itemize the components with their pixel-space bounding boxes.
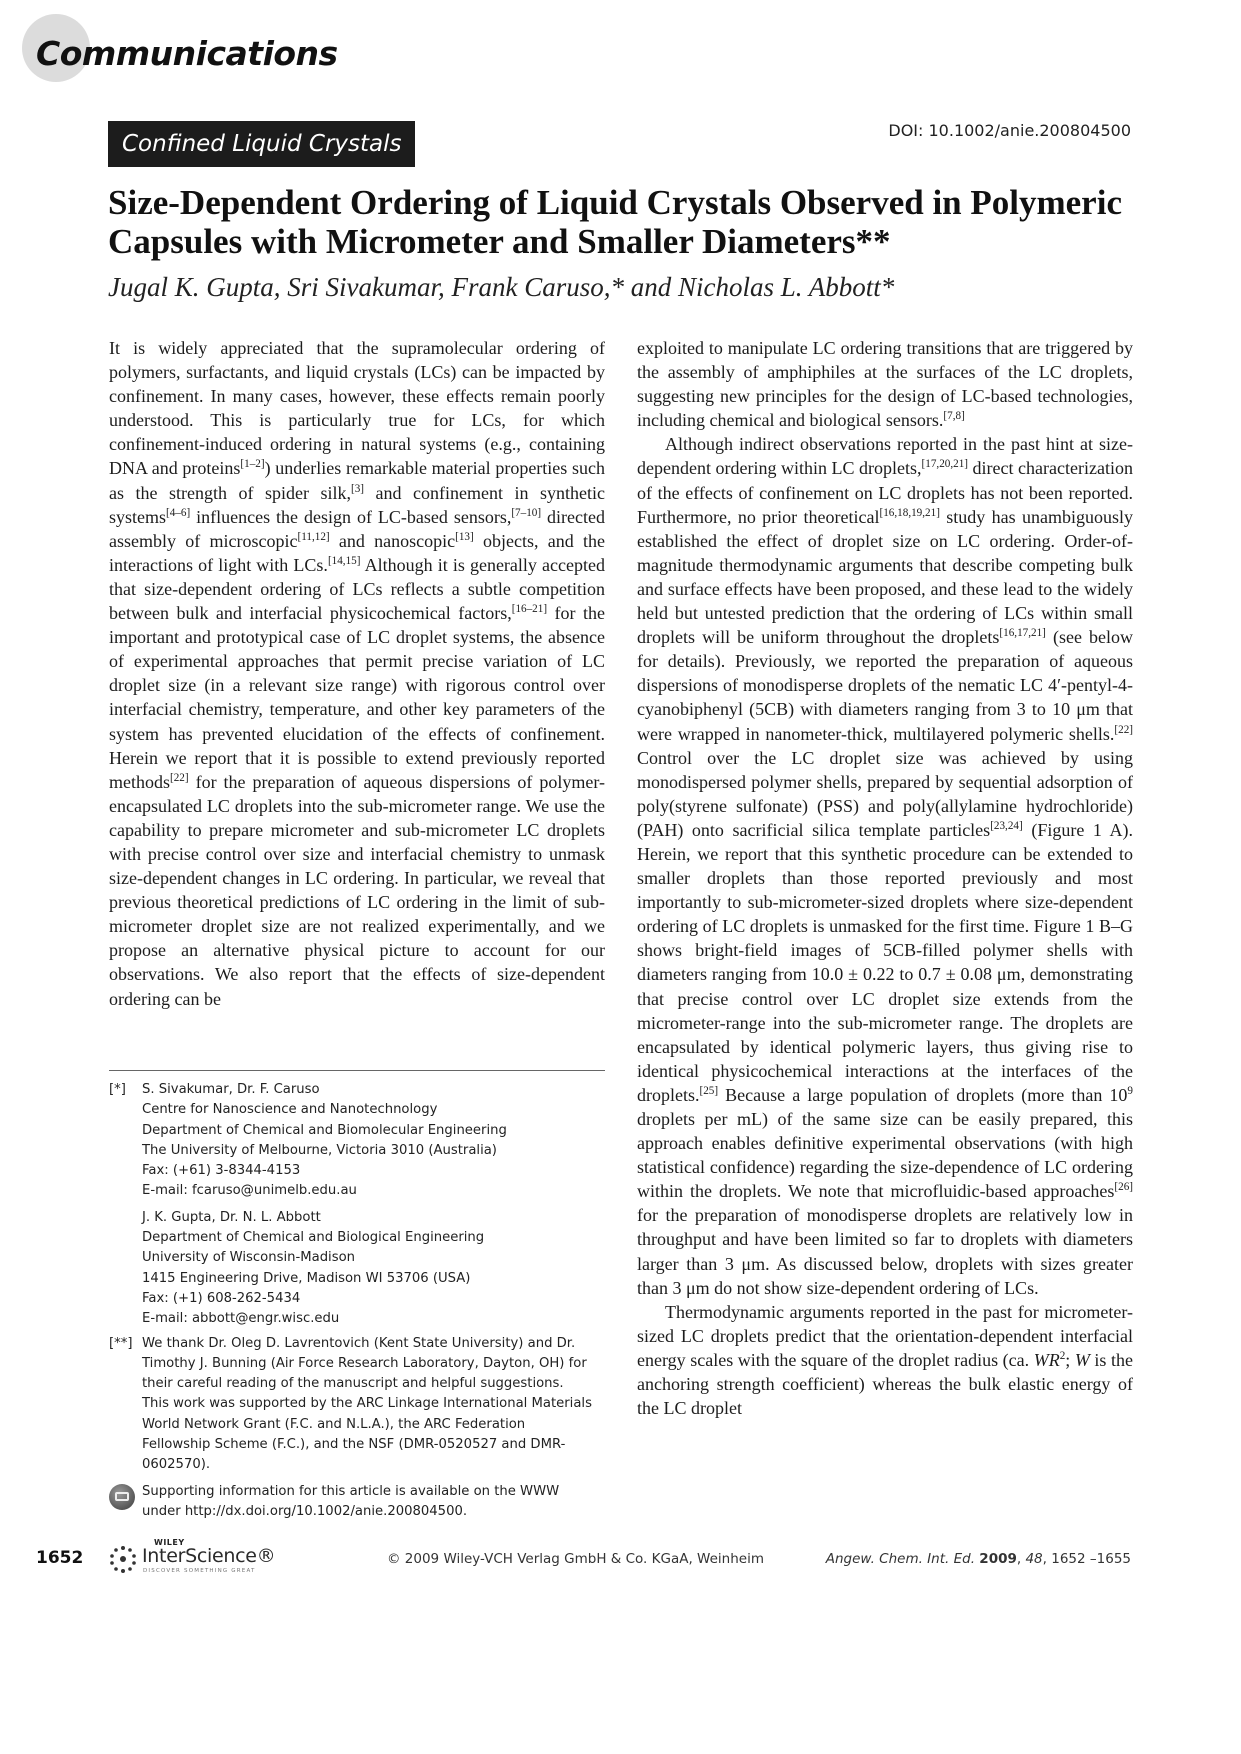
footnote-acknowledgments: [**] We thank Dr. Oleg D. Lavrentovich (Kent State University) and Dr. Timothy J. Bunning (Air Force Research Laboratory, Dayton, OH) for their careful reading of the manuscript and helpful suggestions. This work was supported by the ARC Linkage International Materials World Network Grant (F.C. and N.L.A.), the ARC Federation Fellowship Scheme (F.C.), and the NSF (DMR-0520527 and DMR- 0602570). — [109, 1335, 592, 1473]
footnote-rule — [109, 1070, 605, 1071]
citation[interactable]: [23,24] — [990, 819, 1023, 832]
supporting-info: Supporting information for this article is available on the WWW under http://dx.doi.org/10.1002/anie.200804500. — [109, 1482, 605, 1523]
citation[interactable]: [7–10] — [511, 506, 542, 519]
copyright: © 2009 Wiley-VCH Verlag GmbH & Co. KGaA, Weinheim — [387, 1551, 764, 1567]
citation[interactable]: [4–6] — [166, 506, 191, 519]
citation[interactable]: [16,18,19,21] — [879, 506, 940, 519]
footnotes — [109, 1080, 605, 1522]
citation[interactable]: [26] — [1114, 1181, 1133, 1194]
citation[interactable]: [22] — [170, 771, 189, 784]
interscience-logo-icon — [108, 1544, 138, 1574]
citation[interactable]: [1–2] — [240, 458, 265, 471]
publisher-logo[interactable] — [108, 1538, 298, 1578]
logo-tagline: DISCOVER SOMETHING GREAT — [143, 1568, 256, 1574]
exponent: 9 — [1127, 1084, 1133, 1097]
citation[interactable]: [7,8] — [943, 410, 965, 423]
paragraph: exploited to manipulate LC ordering transitions that are triggered by the assembly of amphiphiles at the surfaces of the LC droplets, suggesting new principles for the design of LC-based technologies, including chemical and biological sensors.[7,8] — [637, 338, 1133, 431]
footnote-affiliations: [*] S. Sivakumar, Dr. F. Caruso Centre for Nanoscience and Nanotechnology Department of Chemical and Biomolecular Engineering The University of Melbourne, Victoria 3010 (Australia) Fax: (+61) 3-8344-4153 E-mail: fcaruso@unimelb.edu.au J. K. Gupta, Dr. N. L. Abbott Department of Chemical and Biological Engineering University of Wisconsin-Madison 1415 Engineering Drive, Madison WI 53706 (USA) Fax: (+1) 608-262-5434 E-mail: abbott@engr.wisc.edu — [109, 1080, 605, 1330]
body-column-left — [109, 336, 605, 1011]
email-link[interactable]: E-mail: abbott@engr.wisc.edu — [142, 1311, 340, 1327]
citation[interactable]: [22] — [1114, 723, 1133, 736]
citation[interactable]: [13] — [455, 530, 474, 543]
math-variable: W — [1074, 1349, 1090, 1370]
supporting-info-link[interactable]: under http://dx.doi.org/10.1002/anie.200804500. — [142, 1503, 468, 1519]
citation[interactable]: [16–21] — [511, 603, 548, 616]
doi[interactable]: DOI: 10.1002/anie.200804500 — [888, 121, 1131, 140]
citation[interactable]: [17,20,21] — [921, 458, 969, 471]
citation[interactable]: [14,15] — [327, 554, 361, 567]
topic-label — [108, 121, 415, 167]
section-heading: Communications — [36, 34, 338, 73]
exponent: 2 — [1059, 1349, 1066, 1362]
topic-label-text: Confined Liquid Crystals — [122, 131, 402, 157]
logo-interscience: InterScience® — [142, 1545, 276, 1567]
paragraph: Thermodynamic arguments reported in the past for micrometer-sized LC droplets predict that the orientation-dependent interfacial energy scales with the square of the droplet radius (ca. $WR^2$; W is the anchoring strength coefficient) whereas the bulk elastic energy of the LC droplet — [637, 1301, 1133, 1419]
logo-wiley: WILEY — [154, 1538, 185, 1547]
citation[interactable]: [3] — [351, 482, 365, 495]
email-link[interactable]: E-mail: fcaruso@unimelb.edu.au — [142, 1183, 357, 1199]
footnote-mark: [**] — [109, 1335, 133, 1351]
footnote-mark: [*] — [109, 1082, 126, 1097]
computer-monitor-icon — [109, 1484, 135, 1510]
citation[interactable]: [11,12] — [297, 530, 330, 543]
citation[interactable]: [25] — [699, 1084, 719, 1097]
author-list: Jugal K. Gupta, Sri Sivakumar, Frank Caruso,* and Nicholas L. Abbott* — [108, 272, 895, 302]
page-number: 1652 — [36, 1548, 84, 1568]
journal-citation: Angew. Chem. Int. Ed. 2009, 48, 1652 –1655 — [825, 1551, 1131, 1567]
body-column-right — [637, 336, 1133, 1420]
math-variable: WR — [1033, 1349, 1060, 1370]
paragraph: It is widely appreciated that the supramolecular ordering of polymers, surfactants, and liquid crystals (LCs) can be impacted by confinement. In many cases, however, these effects remain poorly understood. This is particularly true for LCs, for which confinement-induced ordering in natural systems (e.g., containing DNA and proteins[1–2]) underlies remarkable material properties such as the strength of spider silk,[3] and confinement in synthetic systems[4–6] influences the design of LC-based sensors,[7–10] directed assembly of microscopic[11,12] and nanoscopic[13] objects, and the interactions of light with LCs.[14,15] Although it is generally accepted that size-dependent ordering of LCs reflects a subtle competition between bulk and interfacial physicochemical factors,[16–21] for the important and prototypical case of LC droplet systems, the absence of experimental approaches that permit precise variation of LC droplet size (in a relevant size range) with rigorous control over interfacial chemistry, temperature, and other key parameters of the system has prevented elucidation of the effects of confinement. Herein we report that it is possible to extend previously reported methods[22] for the preparation of aqueous dispersions of polymer-encapsulated LC droplets into the sub-micrometer range. We use the capability to prepare micrometer and sub-micrometer LC droplets with precise control over size and interfacial chemistry to unmask size-dependent changes in LC ordering. In particular, we reveal that previous theoretical predictions of LC ordering in the limit of sub-micrometer droplet size are not realized experimentally, and we propose an alternative physical picture to account for our observations. We also report that the effects of size-dependent ordering can be — [109, 338, 606, 1009]
citation[interactable]: [16,17,21] — [999, 627, 1046, 640]
paragraph: Although indirect observations reported in the past hint at size-dependent ordering within LC droplets,[17,20,21] direct characterization of the effects of confinement on LC droplets has not been reported. Furthermore, no prior theoretical[16,18,19,21] study has unambiguously established the effect of droplet size on LC ordering. Order-of-magnitude thermodynamic arguments that describe competing bulk and surface effects have been proposed, and these lead to the widely held but untested prediction that the ordering of LCs within small droplets will be uniform throughout the droplets[16,17,21] (see below for details). Previously, we reported the preparation of aqueous dispersions of monodisperse droplets of the nematic LC 4′-pentyl-4-cyanobiphenyl (5CB) with diameters ranging from 3 to 10 μm that were wrapped in nanometer-thick, multilayered polymeric shells.[22] Control over the LC droplet size was achieved by using monodispersed polymer shells, prepared by sequential adsorption of poly(styrene sulfonate) (PSS) and poly(allylamine hydrochloride) (PAH) onto sacrificial silica template particles[23,24] (Figure 1 A). Herein, we report that this synthetic procedure can be extended to smaller droplets than those reported previously and most importantly to sub-micrometer-sized droplets where size-dependent ordering of LC droplets is unmasked for the first time. Figure 1 B–G shows bright-field images of 5CB-filled polymer shells with diameters ranging from 10.0 ± 0.22 to 0.7 ± 0.08 μm, demonstrating that precise control over LC droplet size extends from the micrometer-range into the sub-micrometer range. The droplets are encapsulated by identical polymeric layers, thus giving rise to identical physicochemical interactions at the interfaces of the droplets.[25] Because a large population of droplets (more than $10^9$ droplets per mL) of the same size can be easily prepared, this approach enables definitive experimental observations (with high statistical confidence) regarding the size-dependence of LC ordering within the droplets. We note that microfluidic-based approaches[26] for the preparation of monodisperse droplets are relatively low in throughput and have been limited so far to droplets with diameters larger than 3 μm. As discussed below, droplets with sizes greater than 3 μm do not show size-dependent ordering of LCs. — [637, 434, 1134, 1298]
article-title: Size-Dependent Ordering of Liquid Crystals Observed in Polymeric Capsules with Micrometer and Smaller Diameters** — [108, 183, 1122, 261]
